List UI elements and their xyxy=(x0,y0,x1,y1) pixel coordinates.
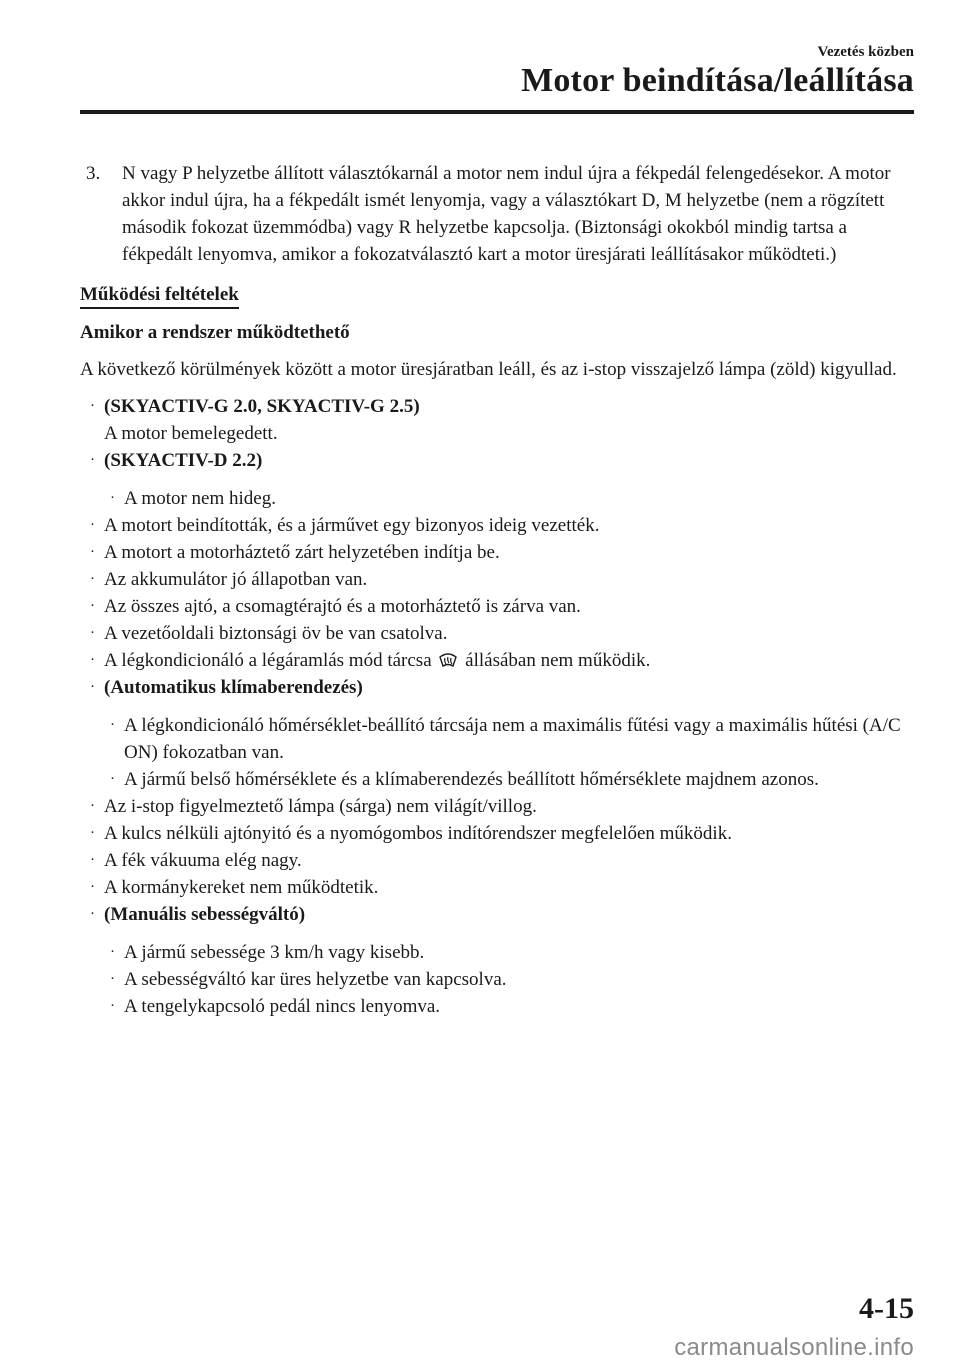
list-item-text xyxy=(104,647,914,674)
bullet: · xyxy=(90,452,95,468)
sub-list-item xyxy=(80,966,914,993)
page-title: Motor beindítása/leállítása xyxy=(521,62,914,99)
sub-list-item xyxy=(80,712,914,766)
list-item xyxy=(80,566,914,593)
bold-paragraph: Amikor a rendszer működtethető xyxy=(80,322,350,343)
bullet: · xyxy=(90,398,95,414)
numbered-item-3 xyxy=(80,160,914,268)
list-item-text: A tengelykapcsoló pedál nincs lenyomva. xyxy=(124,996,441,1017)
list-item-text: Az összes ajtó, a csomagtérajtó és a motorháztető is zárva van. xyxy=(104,596,581,617)
list-item-text: A motor bemelegedett. xyxy=(104,423,278,444)
list-item xyxy=(80,620,914,647)
sub-list-item xyxy=(80,485,914,512)
sub-list-item xyxy=(80,939,914,966)
bullet: · xyxy=(110,771,115,787)
bullet: · xyxy=(90,571,95,587)
list-item xyxy=(80,674,914,701)
list-item-text: A motor nem hideg. xyxy=(124,488,276,509)
list-item-text: A motort beindították, és a járművet egy bizonyos ideig vezették. xyxy=(104,515,600,536)
bullet: · xyxy=(90,652,95,668)
header-section: Vezetés közben xyxy=(817,44,914,60)
bullet: · xyxy=(90,544,95,560)
list-item-text: A kormánykereket nem működtetik. xyxy=(104,877,379,898)
list-item xyxy=(80,447,914,474)
list-item xyxy=(80,593,914,620)
list-item-heading: (Manuális sebességváltó) xyxy=(104,904,306,925)
list-item-text: A kulcs nélküli ajtónyitó és a nyomógombos indítórendszer megfelelően működik. xyxy=(104,823,732,844)
list-item xyxy=(80,512,914,539)
list-item xyxy=(80,647,914,674)
list-item-text: A jármű belső hőmérséklete és a klímaberendezés beállított hőmérséklete majdnem azonos. xyxy=(124,769,819,790)
list-item-text: Az akkumulátor jó állapotban van. xyxy=(104,569,368,590)
bullet: · xyxy=(110,971,115,987)
intro-paragraph: A következő körülmények között a motor üresjáratban leáll, és az i-stop visszajelző lámpa (zöld) kigyullad. xyxy=(80,359,897,380)
bullet: · xyxy=(110,944,115,960)
sub-list-item xyxy=(80,766,914,793)
list-item xyxy=(80,539,914,566)
bullet: · xyxy=(90,879,95,895)
item-number: 3. xyxy=(86,163,101,184)
list-item xyxy=(80,393,914,447)
list-item-text: Az i-stop figyelmeztető lámpa (sárga) nem világít/villog. xyxy=(104,796,537,817)
bullet: · xyxy=(90,825,95,841)
bullet: · xyxy=(110,998,115,1014)
subheading: Működési feltételek xyxy=(80,282,239,309)
list-item-text: A légkondicionáló hőmérséklet-beállító tárcsája nem a maximális fűtési vagy a maximális hűtési (A/C ON) fokozatban van. xyxy=(124,715,901,763)
bullet: · xyxy=(90,598,95,614)
list-item xyxy=(80,901,914,928)
windshield-defrost-icon xyxy=(439,649,457,665)
bullet: · xyxy=(90,625,95,641)
text-after-icon: állásában nem működik. xyxy=(465,650,651,671)
bullet: · xyxy=(90,679,95,695)
sub-list-item xyxy=(80,993,914,1020)
list-item-heading: (SKYACTIV-G 2.0, SKYACTIV-G 2.5) xyxy=(104,396,420,417)
page-content xyxy=(80,160,914,1020)
list-item-text: A motort a motorháztető zárt helyzetében indítja be. xyxy=(104,542,500,563)
bullet: · xyxy=(90,906,95,922)
list-item xyxy=(80,874,914,901)
list-item-text: A sebességváltó kar üres helyzetbe van kapcsolva. xyxy=(124,969,507,990)
list-item xyxy=(80,847,914,874)
list-item xyxy=(80,820,914,847)
bullet: · xyxy=(110,490,115,506)
list-item-text: A fék vákuuma elég nagy. xyxy=(104,850,302,871)
page-number: 4-15 xyxy=(859,1292,914,1325)
list-item xyxy=(80,793,914,820)
list-item-text: A jármű sebessége 3 km/h vagy kisebb. xyxy=(124,942,425,963)
bullet: · xyxy=(90,852,95,868)
text-before-icon: A légkondicionáló a légáramlás mód tárcsa xyxy=(104,650,432,671)
list-item-heading: (Automatikus klímaberendezés) xyxy=(104,677,363,698)
watermark: carmanualsonline.info xyxy=(674,1334,914,1361)
item-text: N vagy P helyzetbe állított választókarnál a motor nem indul újra a fékpedál felengedésekor. A motor akkor indul újra, ha a fékpedált ismét lenyomja, vagy a választókart D, M helyzetbe (nem a rögzített második fokozat üzemmódba) vagy R helyzetbe kapcsolja. (Biztonsági okokból mindig tartsa a fékpedált lenyomva, amikor a fokozatválasztó kart a motor üresjárati leállításakor működteti.) xyxy=(122,163,891,265)
bullet: · xyxy=(110,717,115,733)
bullet: · xyxy=(90,517,95,533)
bullet: · xyxy=(90,798,95,814)
list-item-heading: (SKYACTIV-D 2.2) xyxy=(104,450,263,471)
header-rule xyxy=(80,110,914,114)
list-item-text: A vezetőoldali biztonsági öv be van csatolva. xyxy=(104,623,448,644)
